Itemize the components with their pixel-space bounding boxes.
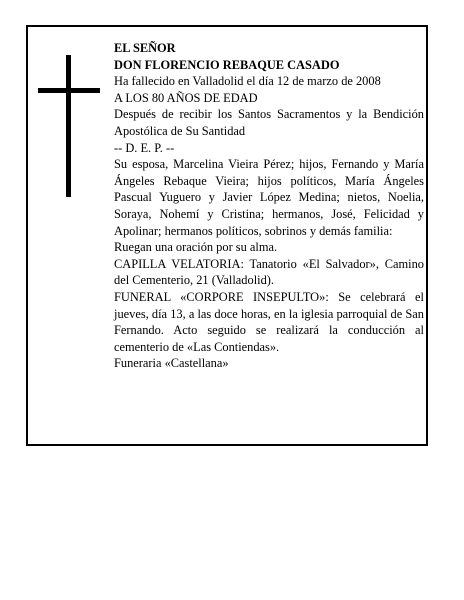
cross-horizontal-bar	[38, 88, 100, 93]
death-line: Ha fallecido en Valladolid el día 12 de marzo de 2008	[114, 74, 381, 89]
obituary-text	[114, 40, 424, 372]
notice-title: EL SEÑOR	[114, 41, 176, 55]
deceased-name: DON FLORENCIO REBAQUE CASADO	[114, 57, 340, 72]
age-line: A LOS 80 AÑOS DE EDAD	[114, 90, 258, 105]
family-list: Su esposa, Marcelina Vieira Pérez; hijos, Fernando y María Ángeles Rebaque Vieira; hijos políticos, María Ángeles Pascual Yuguero y Javier López Medina; nietos, Noelia, Soraya, Nohemí y Cristina; hermanos, José, Felicidad y Apolinar; hermanos políticos, sobrinos y demás familia:	[114, 157, 424, 238]
cross-vertical-bar	[66, 55, 71, 197]
funeral-home-line: Funeraria «Castellana»	[114, 356, 229, 371]
chapel-line: CAPILLA VELATORIA: Tanatorio «El Salvador», Camino del Cementerio, 21 (Valladolid).	[114, 256, 424, 288]
prayer-line: Ruegan una oración por su alma.	[114, 240, 278, 255]
dep-line: -- D. E. P. --	[114, 140, 175, 155]
cross-icon	[38, 55, 100, 197]
sacraments-line: Después de recibir los Santos Sacramentos y la Bendición Apostólica de Su Santidad	[114, 107, 424, 138]
funeral-line: FUNERAL «CORPORE INSEPULTO»: Se celebrará el jueves, día 13, a las doce horas, en la iglesia parroquial de San Fernando. Acto seguido se realizará la conducción al cementerio de «Las Contiendas».	[114, 289, 424, 354]
